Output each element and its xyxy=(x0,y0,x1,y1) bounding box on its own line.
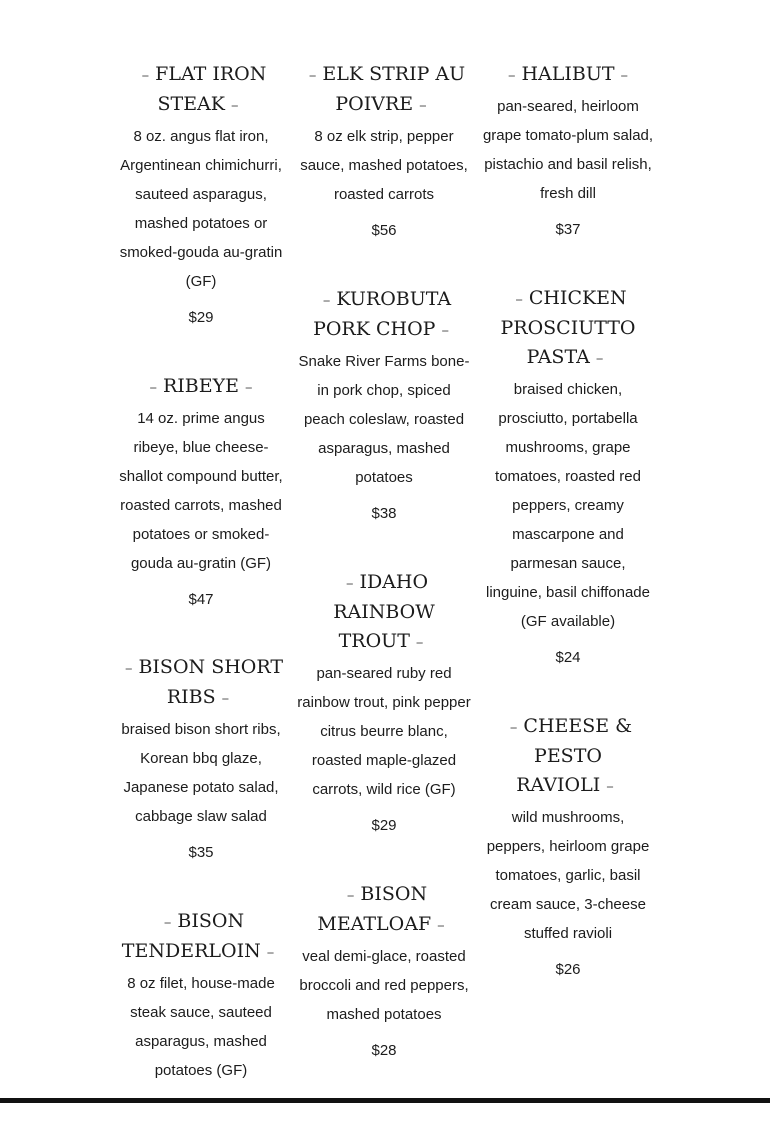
dash-glyph: – xyxy=(124,659,133,677)
dish-price: $35 xyxy=(188,844,214,861)
dish-title-text: RIBEYE xyxy=(162,375,240,397)
dish-title xyxy=(114,653,288,713)
dish-title-text: IDAHO RAINBOW TROUT xyxy=(333,571,435,652)
dish-title-text: FLAT IRON STEAK xyxy=(155,63,267,115)
dish-title xyxy=(297,285,471,345)
menu-item-flat-iron-steak xyxy=(114,60,288,328)
menu-column-2 xyxy=(297,60,471,1105)
dish-title-text: ELK STRIP AU POIVRE xyxy=(322,63,466,115)
dish-description: veal demi-glace, roasted broccoli and red peppers, mashed potatoes xyxy=(299,948,469,1023)
menu-item-idaho-rainbow-trout xyxy=(297,568,471,836)
dish-description: braised chicken, prosciutto, portabella mushrooms, grape tomatoes, roasted red peppers, creamy mascarpone and parmesan sauce, linguine, basil chiffonade (GF available) xyxy=(485,381,650,630)
dash-glyph: – xyxy=(308,66,317,84)
menu-column-3 xyxy=(481,60,655,1024)
bottom-border xyxy=(0,1098,770,1103)
menu-column-1 xyxy=(114,60,288,1129)
dish-title xyxy=(114,60,288,120)
dash-glyph: – xyxy=(266,943,275,961)
dash-glyph: – xyxy=(437,916,445,934)
dash-glyph: – xyxy=(606,777,614,795)
dish-price: $26 xyxy=(555,961,581,978)
dash-glyph: – xyxy=(141,66,150,84)
dish-title xyxy=(114,372,288,402)
dish-title xyxy=(297,568,471,657)
dash-glyph: – xyxy=(221,689,230,707)
menu-item-ribeye xyxy=(114,372,288,610)
dash-glyph: – xyxy=(620,66,629,84)
dash-glyph: – xyxy=(346,886,355,904)
dish-description: 8 oz filet, house-made steak sauce, sauteed asparagus, mashed potatoes (GF) xyxy=(127,975,275,1079)
dish-description: 8 oz. angus flat iron, Argentinean chimichurri, sauteed asparagus, mashed potatoes or smoked-gouda au-gratin (GF) xyxy=(119,128,283,290)
menu-item-halibut xyxy=(481,60,655,240)
dish-price: $24 xyxy=(555,649,581,666)
menu-item-bison-short-ribs xyxy=(114,653,288,863)
dish-description: Snake River Farms bone-in pork chop, spiced peach coleslaw, roasted asparagus, mashed potatoes xyxy=(298,353,470,486)
dish-description: wild mushrooms, peppers, heirloom grape tomatoes, garlic, basil cream sauce, 3-cheese stuffed ravioli xyxy=(486,809,650,942)
dish-title xyxy=(297,60,471,120)
dish-price: $37 xyxy=(555,221,581,238)
dish-title xyxy=(481,284,655,373)
dish-description: pan-seared, heirloom grape tomato-plum salad, pistachio and basil relish, fresh dill xyxy=(482,98,654,202)
menu-item-kurobuta-pork-chop xyxy=(297,285,471,524)
dash-glyph: – xyxy=(509,718,518,736)
dish-title-text: BISON TENDERLOIN xyxy=(121,910,261,962)
dish-title-text: HALIBUT xyxy=(521,63,615,85)
dash-glyph: – xyxy=(415,633,424,651)
dash-glyph: – xyxy=(245,378,253,396)
dash-glyph: – xyxy=(149,378,157,396)
dash-glyph: – xyxy=(419,96,427,114)
dish-title-text: BISON SHORT RIBS xyxy=(138,656,284,708)
menu-item-elk-strip-au-poivre xyxy=(297,60,471,241)
dish-description: 14 oz. prime angus ribeye, blue cheese-shallot compound butter, roasted carrots, mashed potatoes or smoked-gouda au-gratin (GF) xyxy=(119,410,283,572)
dish-title xyxy=(114,907,288,967)
dish-title-text: CHEESE & PESTO RAVIOLI xyxy=(516,715,633,796)
dish-description: 8 oz elk strip, pepper sauce, mashed potatoes, roasted carrots xyxy=(300,128,468,203)
menu-item-bison-meatloaf xyxy=(297,880,471,1061)
dash-glyph: – xyxy=(163,913,172,931)
dish-price: $29 xyxy=(371,817,397,834)
dish-price: $28 xyxy=(371,1042,397,1059)
dish-price: $29 xyxy=(188,309,214,326)
dash-glyph: – xyxy=(345,574,354,592)
dash-glyph: – xyxy=(515,290,523,308)
dash-glyph: – xyxy=(441,321,449,339)
dish-price: $56 xyxy=(371,222,397,239)
dish-title-text: BISON MEATLOAF xyxy=(317,883,432,935)
dash-glyph: – xyxy=(595,349,604,367)
menu-item-bison-tenderloin xyxy=(114,907,288,1085)
menu-item-cheese-pesto-ravioli xyxy=(481,712,655,980)
dish-price: $38 xyxy=(371,505,397,522)
dish-title xyxy=(481,712,655,801)
menu-item-chicken-prosciutto-pasta xyxy=(481,284,655,668)
dish-title-text: CHICKEN PROSCIUTTO PASTA xyxy=(500,287,636,368)
dash-glyph: – xyxy=(322,291,331,309)
dash-glyph: – xyxy=(230,96,239,114)
dish-title-text: KUROBUTA PORK CHOP xyxy=(313,288,452,340)
dish-description: braised bison short ribs, Korean bbq glaze, Japanese potato salad, cabbage slaw salad xyxy=(121,721,281,825)
dish-title xyxy=(297,880,471,940)
dish-title xyxy=(481,60,655,90)
dish-description: pan-seared ruby red rainbow trout, pink pepper citrus beurre blanc, roasted maple-glazed carrots, wild rice (GF) xyxy=(297,665,471,798)
dish-price: $47 xyxy=(188,591,214,608)
dash-glyph: – xyxy=(507,66,516,84)
